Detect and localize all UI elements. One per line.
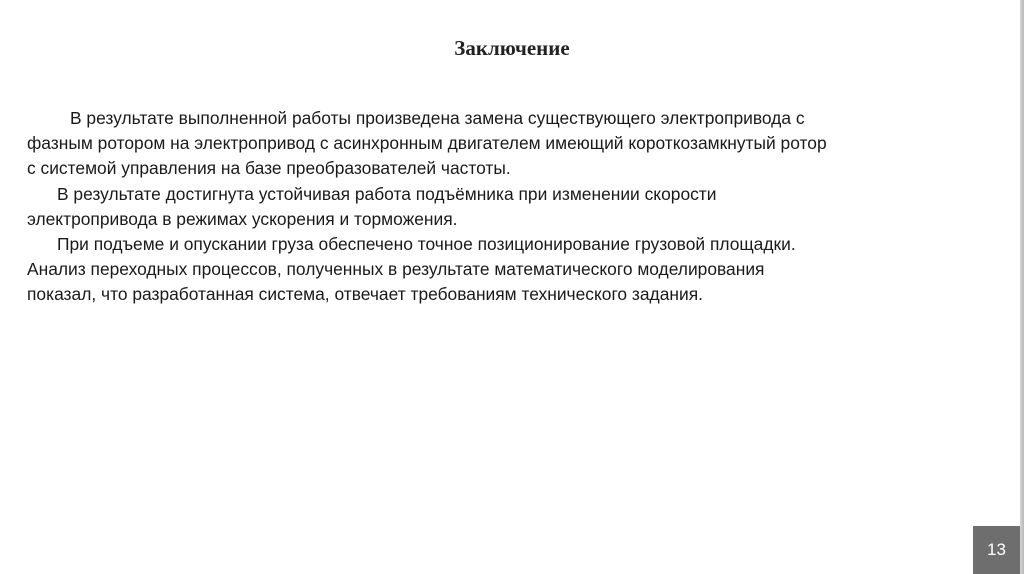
text-line: В результате выполненной работы произведена замена существующего электропривода с	[70, 108, 805, 128]
slide-edge-shadow	[1020, 0, 1024, 574]
text-line: с системой управления на базе преобразователей частоты.	[27, 158, 511, 179]
text-line: При подъеме и опускании груза обеспечено точное позиционирование грузовой площадки.	[57, 234, 796, 255]
text-line: Анализ переходных процессов, полученных в результате математического моделирования	[27, 259, 765, 280]
page-number: 13	[973, 526, 1020, 574]
paragraph-results-replacement	[27, 106, 1007, 182]
paragraph-results-stability	[27, 182, 1007, 232]
text-line: фазным ротором на электропривод с асинхронным двигателем имеющий короткозамкнутый ротор	[27, 133, 827, 154]
text-line: В результате достигнута устойчивая работа подъёмника при изменении скорости	[57, 183, 717, 204]
text-line: показал, что разработанная система, отвечает требованиям технического задания.	[27, 284, 703, 305]
paragraph-positioning-analysis	[27, 232, 1007, 308]
text-line: электропривода в режимах ускорения и торможения.	[27, 208, 458, 229]
slide-title: Заключение	[454, 36, 570, 60]
conclusion-text	[27, 106, 1007, 308]
